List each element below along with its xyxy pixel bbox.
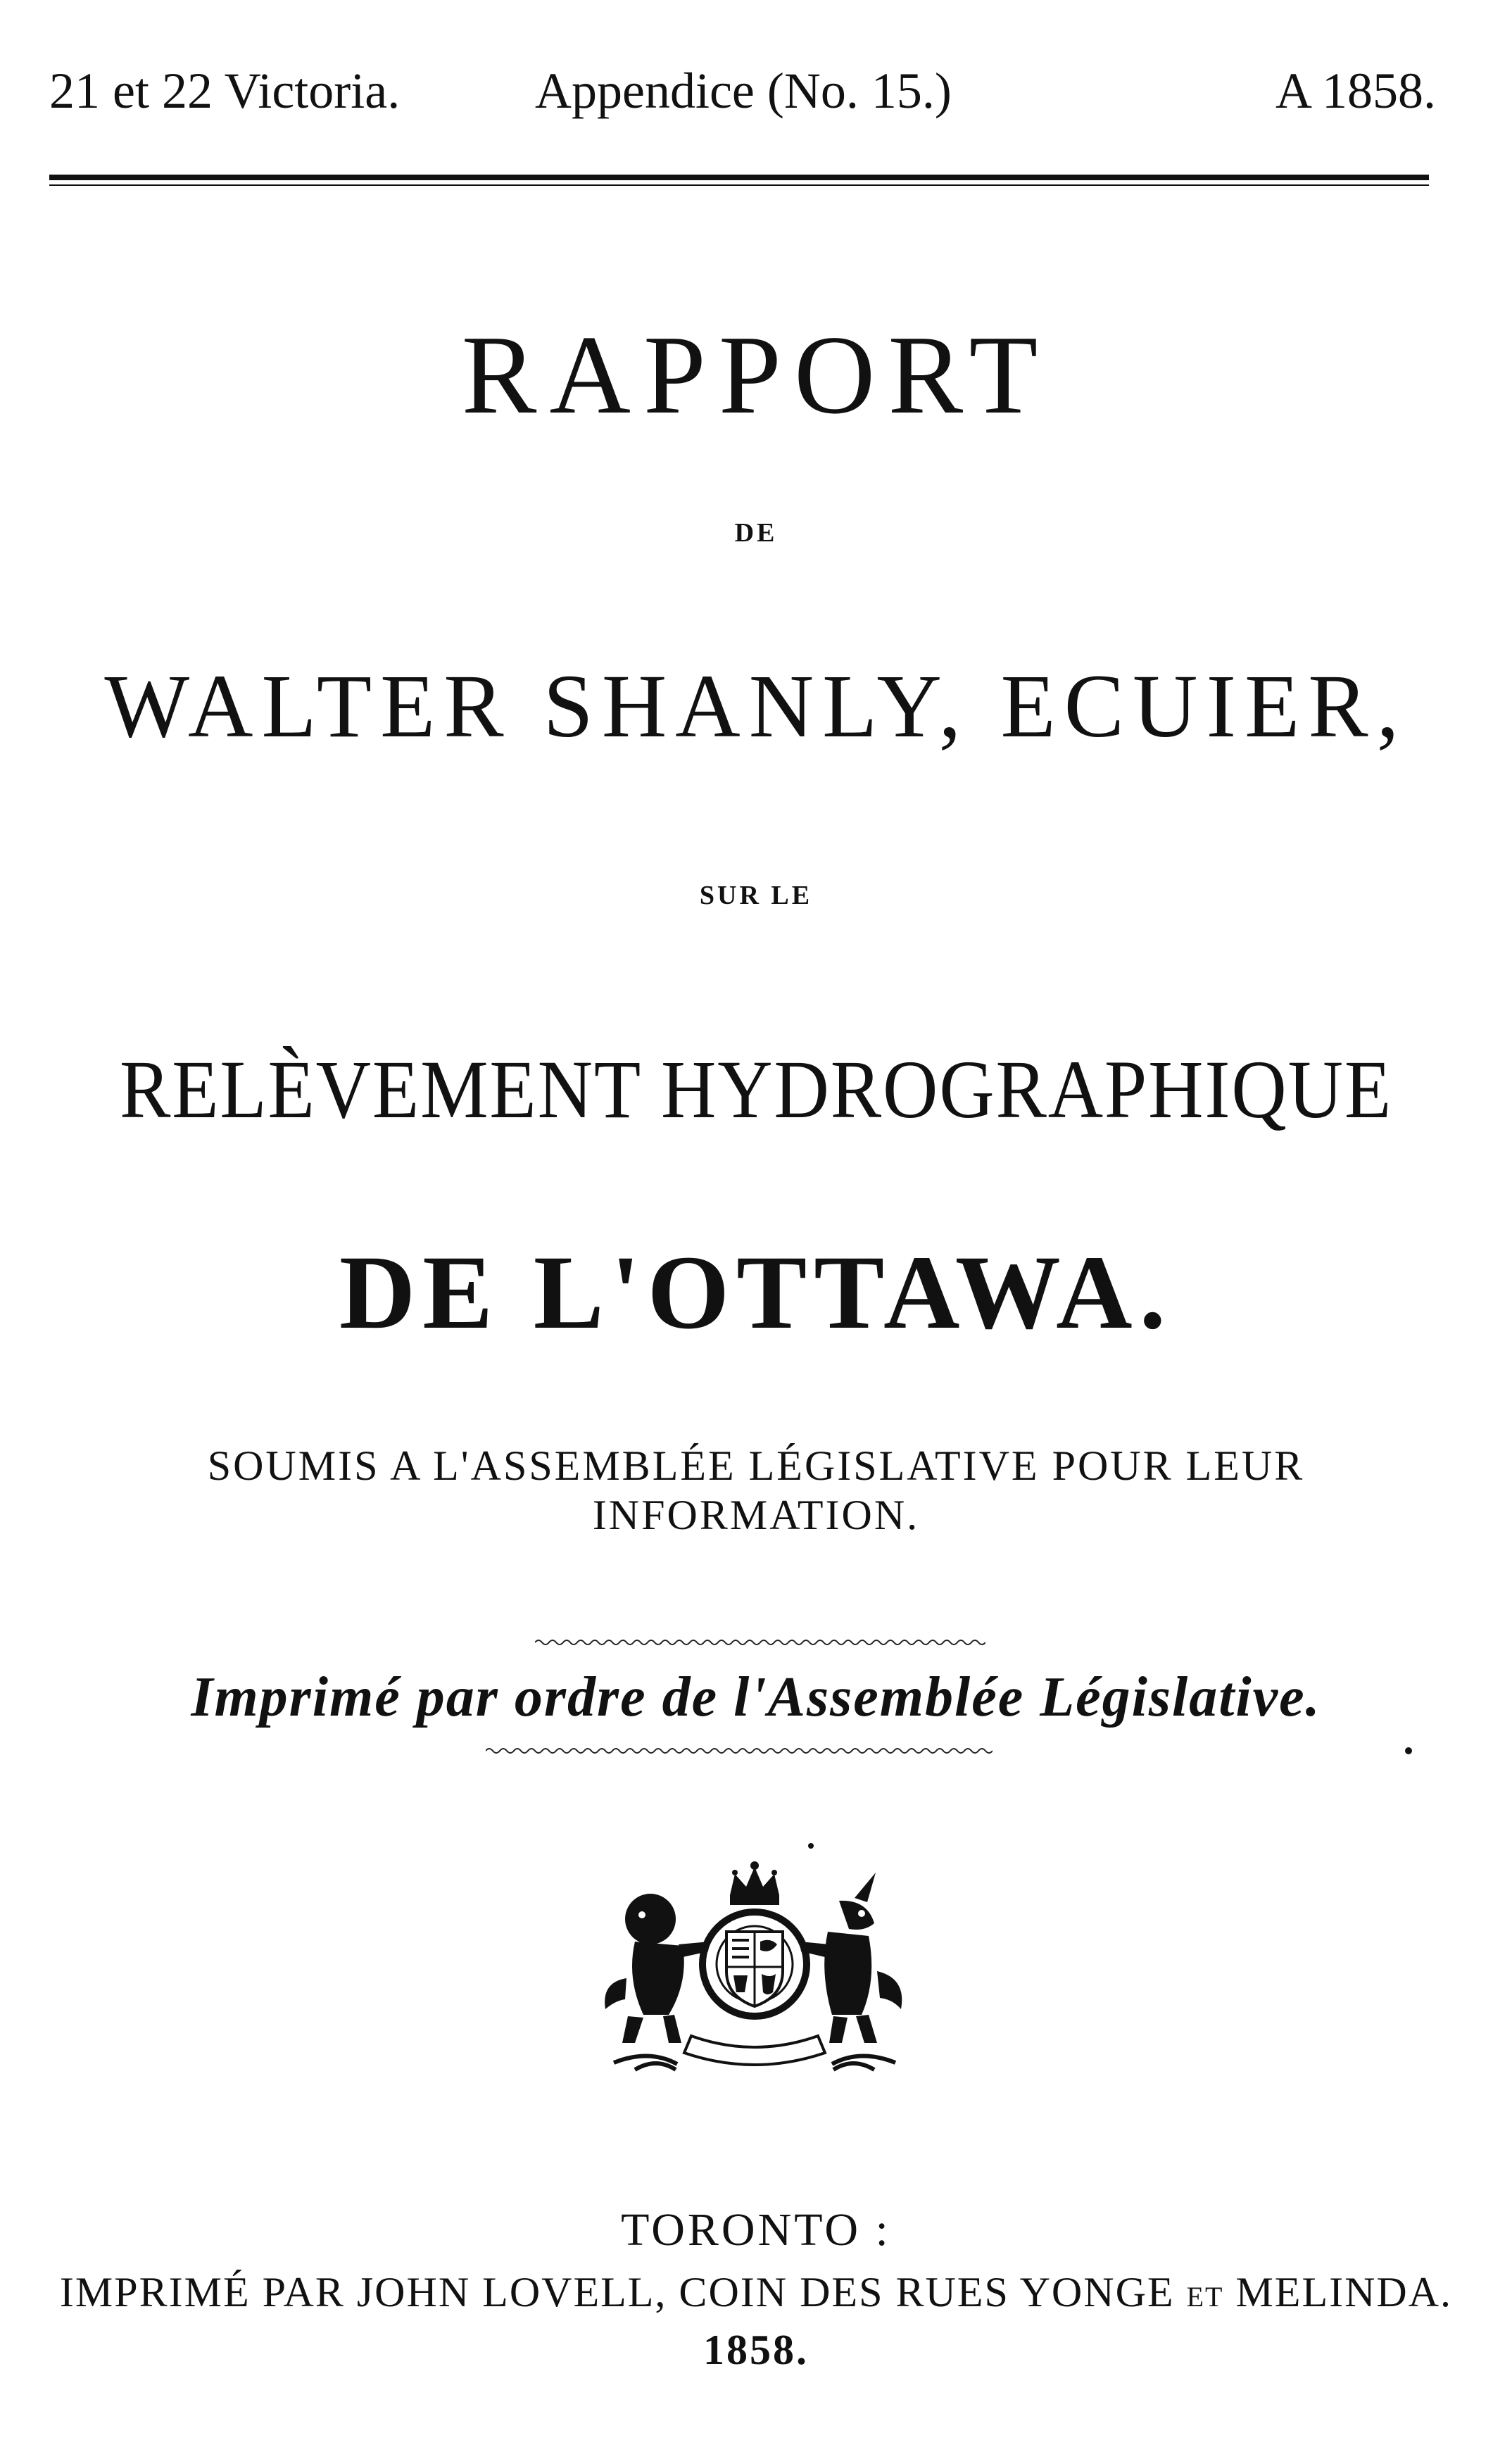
motto-scroll <box>684 2036 825 2065</box>
header-rule-thin <box>49 184 1429 186</box>
connector-sur-le: SUR LE <box>699 881 813 910</box>
subject-title: RELÈVEMENT HYDROGRAPHIQUE <box>119 1043 1393 1136</box>
unicorn-supporter-icon <box>800 1873 902 2043</box>
header-rule-thick <box>49 175 1429 180</box>
submission-line-1: SOUMIS A L'ASSEMBLÉE LÉGISLATIVE POUR LEUR <box>207 1442 1305 1489</box>
author-name: WALTER SHANLY, ECUIER, <box>104 656 1408 756</box>
royal-coat-of-arms-icon <box>586 1859 924 2084</box>
header-year: A 1858. <box>1275 63 1436 119</box>
imprint-printer-part1: IMPRIMÉ PAR JOHN LOVELL, COIN DES RUES YONGE <box>59 2269 1187 2315</box>
wavy-rule-bottom <box>486 1746 993 1756</box>
imprint-printer <box>0 2268 1512 2317</box>
imprint-printer-part2: MELINDA. <box>1223 2269 1453 2315</box>
header-appendix: Appendice (No. 15.) <box>535 63 952 119</box>
imprint-printer-et: ET <box>1186 2281 1224 2313</box>
ink-speck <box>1405 1747 1412 1754</box>
imprint-year: 1858. <box>703 2327 809 2373</box>
imprint-city: TORONTO : <box>621 2204 891 2256</box>
place-title: DE L'OTTAWA. <box>339 1234 1173 1351</box>
crown-icon <box>730 1861 779 1905</box>
submission-line-2: INFORMATION. <box>592 1492 920 1538</box>
header-session: 21 et 22 Victoria. <box>49 63 401 119</box>
wavy-rule-top <box>535 1637 985 1647</box>
title-rapport: RAPPORT <box>461 312 1051 437</box>
lion-supporter-icon <box>605 1894 710 2043</box>
connector-de: DE <box>734 518 778 548</box>
ink-speck <box>808 1843 814 1849</box>
printing-order-note: Imprimé par ordre de l'Assemblée Législative. <box>191 1666 1321 1728</box>
